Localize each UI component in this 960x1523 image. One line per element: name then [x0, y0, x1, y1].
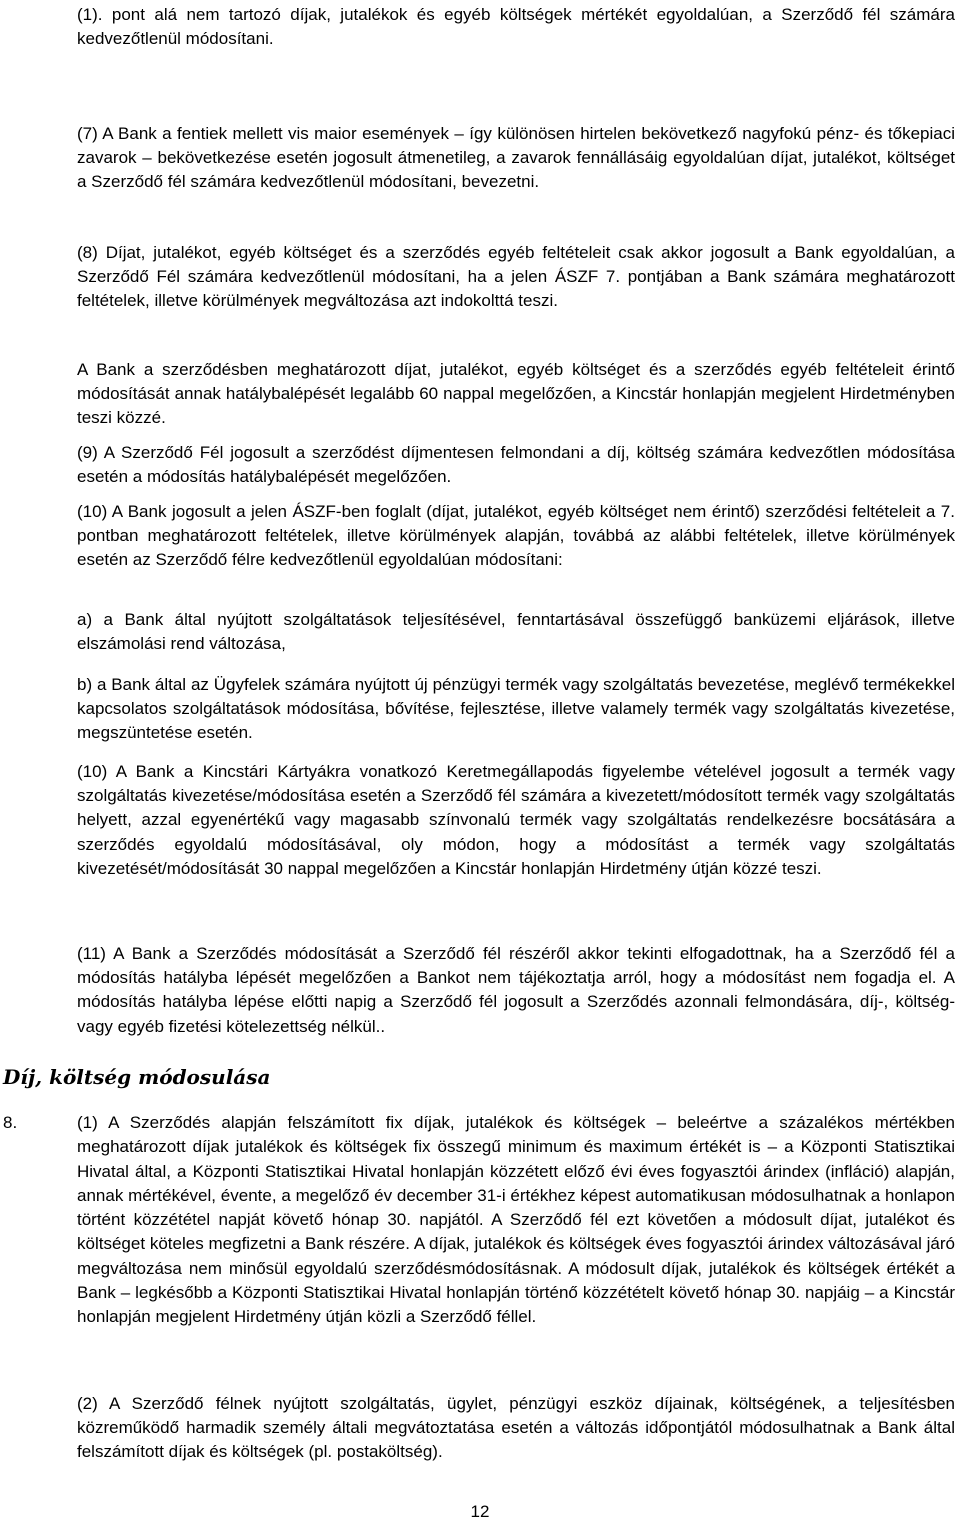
- paragraph-8: (8) Díjat, jutalékot, egyéb költséget és a szerződés egyéb feltételeit csak akkor jogosult a Bank egyoldalúan, a Szerződő Fél számára kedvezőtlenül módosítani, ha a jelen ÁSZF 7. pontjában a Bank számára meghatározott feltételek, illetve körülmények megváltozása azt indokolttá teszi.: [77, 243, 955, 311]
- section-8-paragraph-2: (2) A Szerződő félnek nyújtott szolgáltatás, ügylet, pénzügyi eszköz díjainak, költségének, a teljesítésben közreműködő harmadik személy általi megvátoztatása esetén a változás időpontjától módosulhatnak a Bank által felszámított díjak és költségek (pl. postaköltség).: [77, 1394, 955, 1462]
- list-item-b: b) a Bank által az Ügyfelek számára nyújtott új pénzügyi termék vagy szolgáltatás bevezetése, meglévő termékekkel kapcsolatos szolgáltatások módosítása, bővítése, fejlesztése, illetve valamely termék vagy szolgáltatás kivezetése, megszüntetése esetén.: [77, 675, 955, 743]
- page-number: 12: [470, 1502, 490, 1521]
- paragraph-7: (7) A Bank a fentiek mellett vis maior események – így különösen hirtelen bekövetkező nagyfokú pénz- és tőkepiaci zavarok – bekövetkezése esetén jogosult átmenetileg, a zavarok fennállásáig egyoldalúan díjat, jutalékot, költséget a Szerződő fél számára kedvezőtlenül módosítani, bevezetni.: [77, 124, 955, 192]
- paragraph-11: (11) A Bank a Szerződés módosítását a Szerződő fél részéről akkor tekinti elfogadottnak, ha a Szerződő fél a módosítás hatályba lépését megelőzően a Bankot nem tájékoztatja arról, hogy a módosítást nem fogadja el. A módosítás hatályba lépése előtti napig a Szerződő fél jogosult a Szerződés azonnali felmondására, díj-, költség- vagy egyéb fizetési kötelezettség nélkül..: [77, 944, 955, 1036]
- paragraph-10: (10) A Bank jogosult a jelen ÁSZF-ben foglalt (díjat, jutalékot, egyéb költséget nem érintő) szerződési feltételeit a 7. pontban meghatározott feltételek, illetve körülmények alapján, továbbá az alábbi feltételek, illetve körülmények esetén az Szerződő félre kedvezőtlenül egyoldalúan módosítani:: [77, 502, 955, 570]
- section-number: 8.: [3, 1113, 18, 1132]
- paragraph-point-1-continuation: (1). pont alá nem tartozó díjak, jutalékok és egyéb költségek mértékét egyoldalúan, a Szerződő fél számára kedvezőtlenül módosítani.: [77, 5, 955, 49]
- paragraph-10-second: (10) A Bank a Kincstári Kártyákra vonatkozó Keretmegállapodás figyelembe vételével jogosult a termék vagy szolgáltatás kivezetése/módosítása esetén a Szerződő fél számára a kivezetett/módosított termék vagy szolgáltatás helyett, azzal egyenértékű vagy magasabb színvonalú termék vagy szolgáltatás rendelkezésre bocsátására a szerződés egyoldalú módosításával, oly módon, hogy a módosítást a termék vagy szolgáltatás kivezetését/módosítását 30 nappal megelőzően a Kincstár honlapján Hirdetmény útján közzé teszi.: [77, 762, 955, 878]
- list-item-a: a) a Bank által nyújtott szolgáltatások teljesítésével, fenntartásával összefüggő banküzemi eljárások, illetve elszámolási rend változása,: [77, 610, 955, 654]
- section-8-paragraph-1: (1) A Szerződés alapján felszámított fix díjak, jutalékok és költségek – beleértve a százalékos mértékben meghatározott díjak jutalékok és költségek fix összegű minimum és maximum értékét is – a Központi Statisztikai Hivatal által, a Központi Statisztikai Hivatal honlapján közzétett előző évi éves fogyasztói árindex (infláció) alapján, annak mértékével, évente, a megelőző év december 31-i értékhez képest automatikusan módosulhatnak a honlapon történt közzététel napját követő hónap 30. napjától. A Szerződő fél ezt követően a módosult díjat, jutalékot és költséget köteles megfizetni a Bank részére. A díjak, jutalékok és költségek éves fogyasztói árindex változásával járó megváltozása nem minősül egyoldalú szerződésmódosításnak. A módosult díjak, jutalékok és költségek értékét a Bank – legkésőbb a Központi Statisztikai Hivatal honlapján történő közzétételt követő hónap 30. napjáig – a Kincstár honlapján megjelent Hirdetmény útján közli a Szerződő féllel.: [77, 1113, 955, 1327]
- section-heading: Díj, költség módosulása: [3, 1065, 271, 1089]
- paragraph-9: (9) A Szerződő Fél jogosult a szerződést díjmentesen felmondani a díj, költség számára kedvezőtlen módosítása esetén a módosítás hatálybalépését megelőzően.: [77, 443, 955, 487]
- paragraph-bank-modification-notice: A Bank a szerződésben meghatározott díjat, jutalékot, egyéb költséget és a szerződés egyéb feltételeit érintő módosítását annak hatálybalépését legalább 60 nappal megelőzően, a Kincstár honlapján megjelent Hirdetményben teszi közzé.: [77, 360, 955, 428]
